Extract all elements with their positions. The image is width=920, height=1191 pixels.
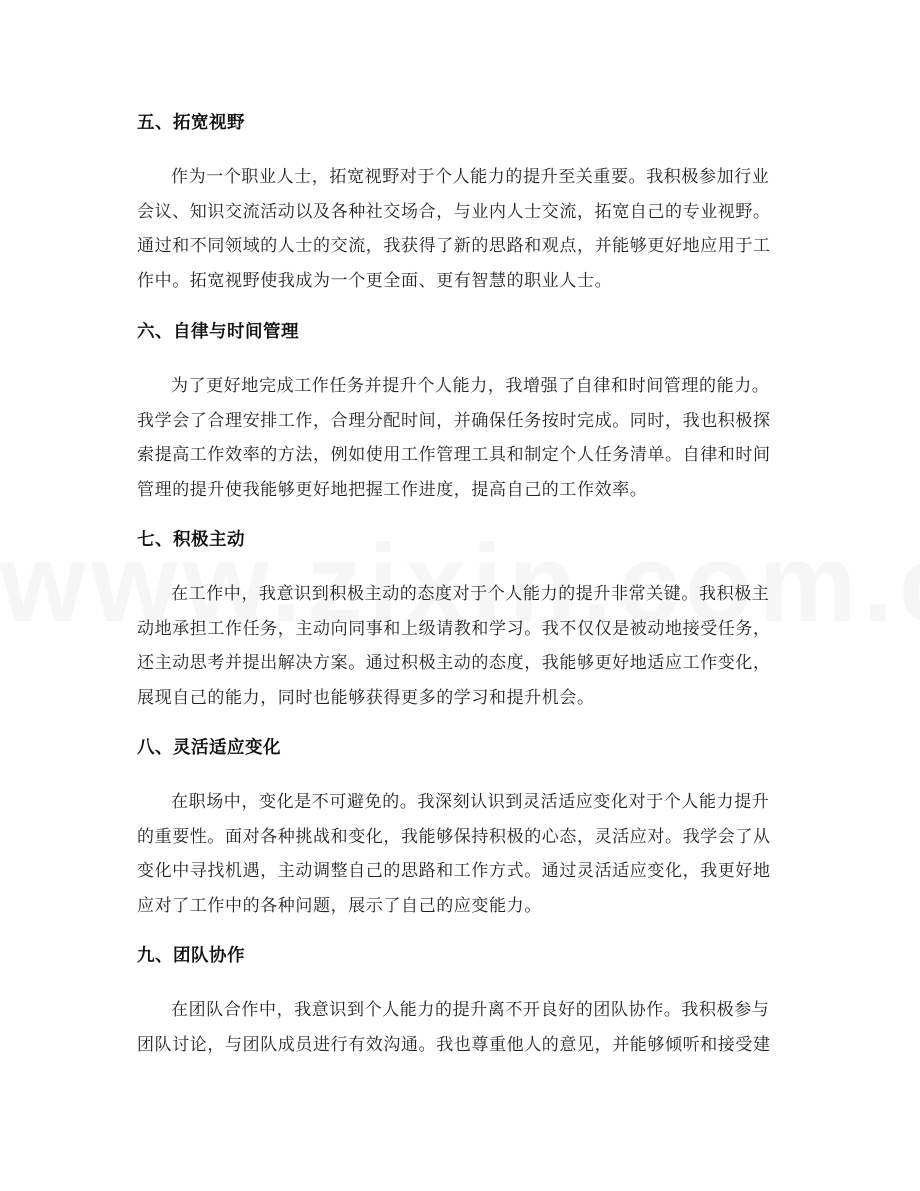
- section-paragraph: [137, 785, 787, 923]
- paragraph-line: 在职场中，变化是不可避免的。我深刻认识到灵活适应变化对于个人能力提升: [171, 792, 770, 812]
- paragraph-line: 还主动思考并提出解决方案。通过积极主动的态度，我能够更好地适应工作变化，: [137, 653, 771, 673]
- paragraph-line: 展现自己的能力，同时也能够获得更多的学习和提升机会。: [137, 687, 595, 708]
- section-heading: 八、灵活适应变化: [137, 738, 281, 758]
- paragraph-line: 作中。拓宽视野使我成为一个更全面、更有智慧的职业人士。: [137, 270, 613, 291]
- section-heading: 六、自律与时间管理: [137, 322, 299, 342]
- section-paragraph: [137, 369, 787, 507]
- paragraph-line: 作为一个职业人士，拓宽视野对于个人能力的提升至关重要。我积极参加行业: [171, 167, 770, 187]
- section-heading: 九、团队协作: [137, 946, 245, 966]
- paragraph-line: 变化中寻找机遇，主动调整自己的思路和工作方式。通过灵活适应变化，我更好地: [137, 861, 771, 881]
- paragraph-line: 在团队合作中，我意识到个人能力的提升离不开良好的团队协作。我积极参与: [171, 1000, 770, 1020]
- paragraph-line: 在工作中，我意识到积极主动的态度对于个人能力的提升非常关键。我积极主: [171, 584, 770, 604]
- paragraph-line: 团队讨论，与团队成员进行有效沟通。我也尊重他人的意见，并能够倾听和接受建: [137, 1034, 771, 1055]
- paragraph-line: 通过和不同领域的人士的交流，我获得了新的思路和观点，并能够更好地应用于工: [137, 236, 771, 256]
- paragraph-line: 的重要性。面对各种挑战和变化，我能够保持积极的心态，灵活应对。我学会了从: [137, 826, 771, 847]
- paragraph-line: 为了更好地完成工作任务并提升个人能力，我增强了自律和时间管理的能力。: [171, 376, 770, 396]
- paragraph-line: 应对了工作中的各种问题，展示了自己的应变能力。: [137, 895, 542, 916]
- paragraph-line: 管理的提升使我能够更好地把握工作进度，提高自己的工作效率。: [137, 479, 648, 500]
- section-paragraph: [137, 993, 787, 1062]
- paragraph-line: 索提高工作效率的方法，例如使用工作管理工具和制定个人任务清单。自律和时间: [137, 445, 771, 465]
- section-adapt-to-change: [137, 736, 787, 923]
- section-heading: 七、积极主动: [137, 530, 245, 550]
- section-broaden-horizons: [137, 111, 787, 298]
- section-proactive: [137, 528, 787, 715]
- section-paragraph: [137, 160, 787, 298]
- paragraph-line: 动地承担工作任务，主动向同事和上级请教和学习。我不仅仅是被动地接受任务，: [137, 618, 771, 639]
- paragraph-line: 会议、知识交流活动以及各种社交场合，与业内人士交流，拓宽自己的专业视野。: [137, 201, 771, 222]
- section-teamwork: [137, 944, 787, 1062]
- section-paragraph: [137, 577, 787, 715]
- paragraph-line: 我学会了合理安排工作，合理分配时间，并确保任务按时完成。同时，我也积极探: [137, 410, 771, 431]
- section-self-discipline: [137, 320, 787, 507]
- section-heading: 五、拓宽视野: [137, 113, 245, 133]
